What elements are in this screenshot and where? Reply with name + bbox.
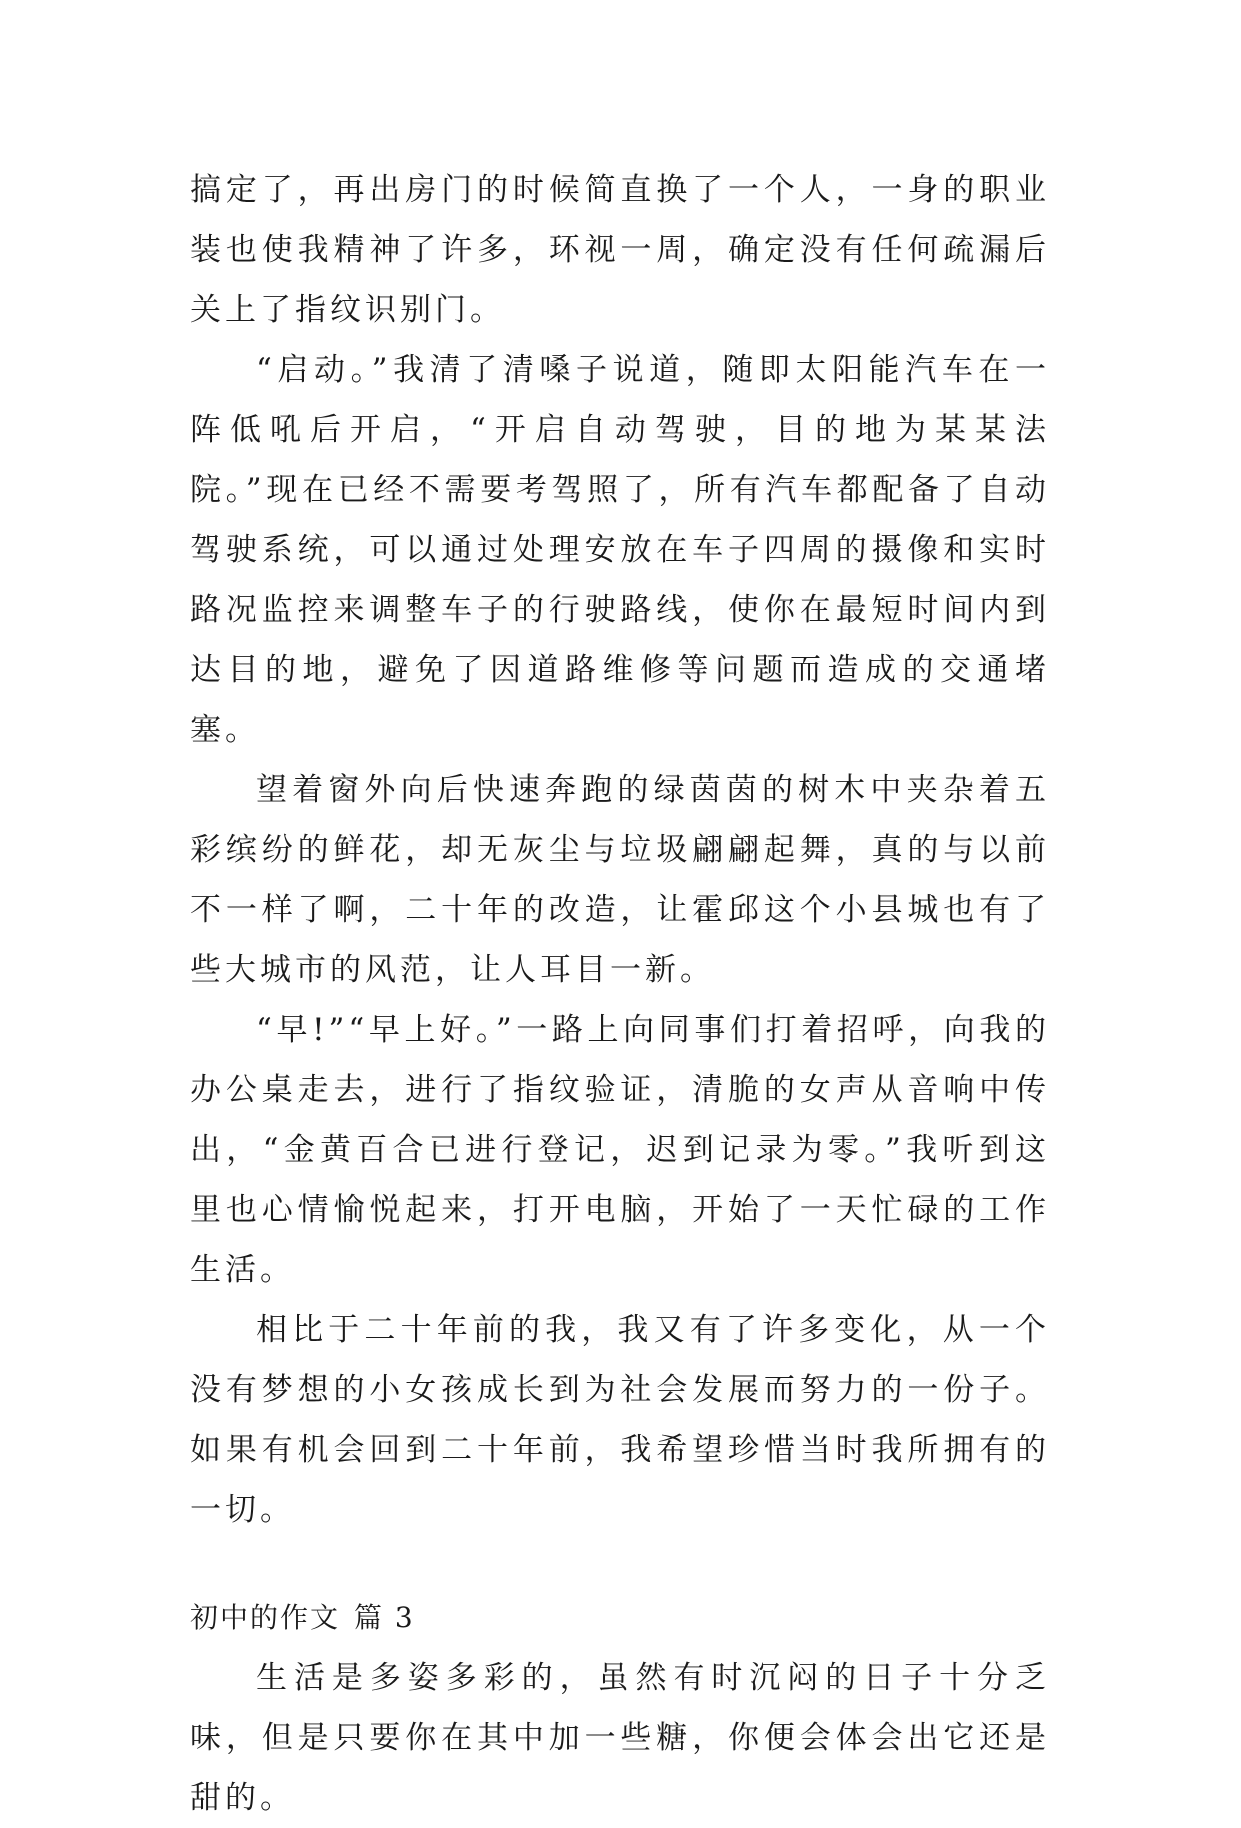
paragraph-2: “启动。”我清了清嗓子说道，随即太阳能汽车在一阵低吼后开启，“开启自动驾驶，目的地为某某法院。”现在已经不需要考驾照了，所有汽车都配备了自动驾驶系统，可以通过处理安放在车子四周的摄像和实时路况监控来调整车子的行驶路线，使你在最短时间内到达目的地，避免了因道路维修等问题而造成的交通堵塞。 (190, 352, 1050, 748)
paragraph-4: “早!”“早上好。”一路上向同事们打着招呼，向我的办公桌走去，进行了指纹验证，清脆的女声从音响中传出，“金黄百合已进行登记，迟到记录为零。”我听到这里也心情愉悦起来，打开电脑，开始了一天忙碌的工作生活。 (190, 1012, 1050, 1288)
paragraph-6: 生活是多姿多彩的，虽然有时沉闷的日子十分乏味，但是只要你在其中加一些糖，你便会体会出它还是甜的。 (190, 1660, 1050, 1816)
section-heading (190, 1588, 1050, 1648)
document-body (190, 160, 1050, 1828)
section-number: 篇 3 (354, 1601, 415, 1634)
paragraph-1: 搞定了，再出房门的时候简直换了一个人，一身的职业装也使我精神了许多，环视一周，确定没有任何疏漏后关上了指纹识别门。 (190, 172, 1050, 328)
paragraph-5: 相比于二十年前的我，我又有了许多变化，从一个没有梦想的小女孩成长到为社会发展而努力的一份子。如果有机会回到二十年前，我希望珍惜当时我所拥有的一切。 (190, 1312, 1050, 1528)
paragraph-3: 望着窗外向后快速奔跑的绿茵茵的树木中夹杂着五彩缤纷的鲜花，却无灰尘与垃圾翩翩起舞，真的与以前不一样了啊，二十年的改造，让霍邱这个小县城也有了些大城市的风范，让人耳目一新。 (190, 772, 1050, 988)
section-title: 初中的作文 (190, 1601, 341, 1634)
